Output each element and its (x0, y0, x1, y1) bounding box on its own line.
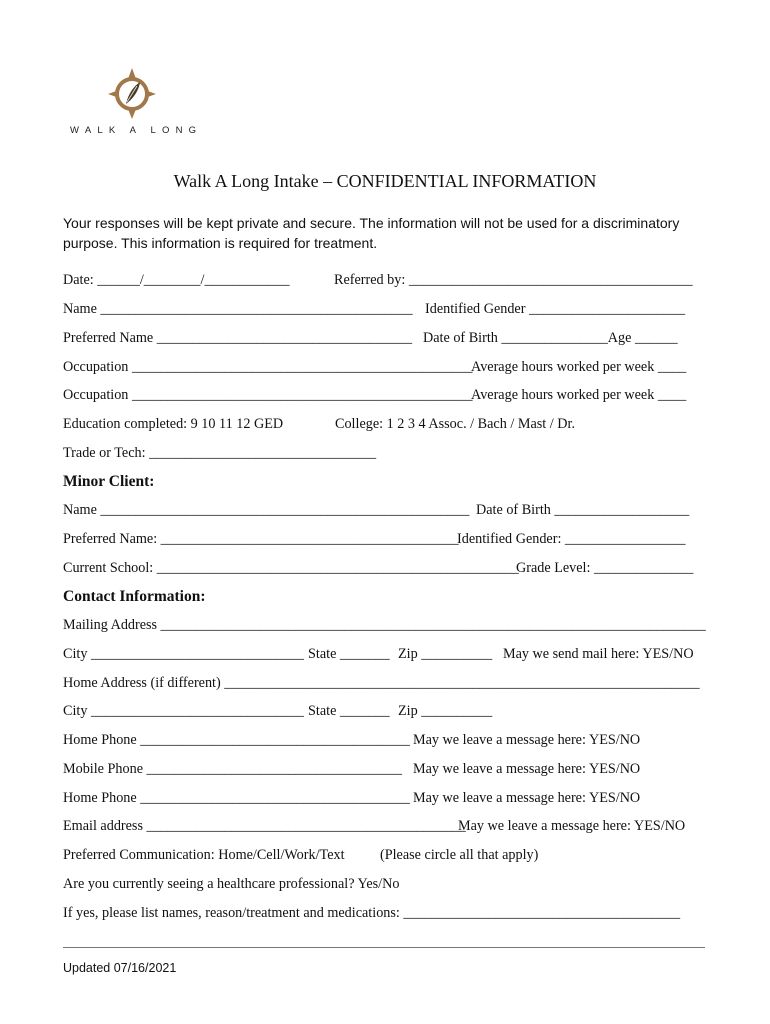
state-field-2[interactable]: State _______ (308, 703, 390, 719)
education-row (0, 416, 770, 436)
zip-field-2[interactable]: Zip __________ (398, 703, 493, 719)
minor-preferred-name-row (0, 531, 770, 551)
email-field[interactable]: Email address _____________________________________________ (63, 818, 466, 834)
city-row-2 (0, 703, 770, 723)
minor-client-heading (0, 473, 770, 493)
education-options[interactable]: Education completed: 9 10 11 12 GED (63, 416, 284, 432)
state-field-1[interactable]: State _______ (308, 646, 390, 662)
email-row (0, 818, 770, 838)
preferred-communication-options[interactable]: Preferred Communication: Home/Cell/Work/Text (63, 847, 345, 863)
send-mail-option[interactable]: May we send mail here: YES/NO (503, 646, 694, 662)
intro-paragraph (63, 214, 703, 253)
mobile-phone-field[interactable]: Mobile Phone ____________________________________ (63, 761, 402, 777)
bottom-divider (63, 947, 705, 948)
list-names-row (0, 905, 770, 925)
mobile-phone-row (0, 761, 770, 781)
minor-client-heading-text: Minor Client: (63, 473, 155, 490)
mobile-phone-message-option[interactable]: May we leave a message here: YES/NO (413, 761, 641, 777)
preferred-communication-note: (Please circle all that apply) (380, 847, 539, 863)
date-field[interactable]: Date: ______/________/____________ (63, 272, 290, 288)
name-field[interactable]: Name ____________________________________________ (63, 301, 413, 317)
trade-row (0, 445, 770, 465)
grade-level-field[interactable]: Grade Level: ______________ (516, 560, 694, 576)
college-options[interactable]: College: 1 2 3 4 Assoc. / Bach / Mast / Dr. (335, 416, 575, 432)
preferred-name-field[interactable]: Preferred Name ____________________________________ (63, 330, 413, 346)
occupation-row-1 (0, 359, 770, 379)
date-row (0, 272, 770, 292)
intro-line-1: Your responses will be kept private and secure. The information will not be used for a discriminatory (63, 215, 680, 231)
city-field-1[interactable]: City ______________________________ (63, 646, 304, 662)
home-phone-field-2[interactable]: Home Phone ______________________________________ (63, 790, 410, 806)
updated-date-footer: Updated 07/16/2021 (63, 961, 177, 975)
referred-by-field[interactable]: Referred by: ________________________________________ (334, 272, 693, 288)
occupation-row-2 (0, 387, 770, 407)
occupation-field-2[interactable]: Occupation ________________________________________________ (63, 387, 473, 403)
current-school-field[interactable]: Current School: ___________________________________________________ (63, 560, 519, 576)
walk-a-long-logo (66, 66, 203, 138)
contact-info-heading-text: Contact Information: (63, 588, 206, 605)
dob-age-field[interactable]: Date of Birth _______________Age ______ (423, 330, 678, 346)
healthcare-row (0, 876, 770, 896)
page-title: Walk A Long Intake – CONFIDENTIAL INFORMATION (173, 171, 597, 191)
intro-line-2: purpose. This information is required for treatment. (63, 234, 378, 251)
home-phone-field-1[interactable]: Home Phone ______________________________________ (63, 732, 410, 748)
home-address-row (0, 675, 770, 695)
logo-wordmark: WALK A LONG (70, 125, 203, 136)
zip-field-1[interactable]: Zip __________ (398, 646, 493, 662)
home-phone-message-option-1[interactable]: May we leave a message here: YES/NO (413, 732, 641, 748)
email-message-option[interactable]: May we leave a message here: YES/NO (458, 818, 686, 834)
home-phone-row-2 (0, 790, 770, 810)
contact-info-heading (0, 588, 770, 608)
minor-dob-field[interactable]: Date of Birth ___________________ (476, 502, 690, 518)
name-row (0, 301, 770, 321)
minor-name-row (0, 502, 770, 522)
identified-gender-field[interactable]: Identified Gender ______________________ (425, 301, 686, 317)
home-address-field[interactable]: Home Address (if different) ___________________________________________________________________ (63, 675, 700, 691)
mailing-address-row (0, 617, 770, 637)
compass-logo-icon (106, 66, 158, 120)
list-names-field[interactable]: If yes, please list names, reason/treatment and medications: _______________________________________ (63, 905, 681, 921)
city-row-1 (0, 646, 770, 666)
home-phone-message-option-2[interactable]: May we leave a message here: YES/NO (413, 790, 641, 806)
trade-field[interactable]: Trade or Tech: ________________________________ (63, 445, 377, 461)
minor-school-row (0, 560, 770, 580)
city-field-2[interactable]: City ______________________________ (63, 703, 304, 719)
preferred-communication-row (0, 847, 770, 867)
minor-preferred-name-field[interactable]: Preferred Name: __________________________________________ (63, 531, 459, 547)
minor-identified-gender-field[interactable]: Identified Gender: _________________ (457, 531, 686, 547)
home-phone-row-1 (0, 732, 770, 752)
occupation-field-1[interactable]: Occupation ________________________________________________ (63, 359, 473, 375)
healthcare-question[interactable]: Are you currently seeing a healthcare professional? Yes/No (63, 876, 400, 892)
minor-name-field[interactable]: Name ____________________________________________________ (63, 502, 470, 518)
avg-hours-field-1[interactable]: Average hours worked per week ____ (471, 359, 687, 375)
avg-hours-field-2[interactable]: Average hours worked per week ____ (471, 387, 687, 403)
mailing-address-field[interactable]: Mailing Address _____________________________________________________________________________ (63, 617, 706, 633)
preferred-name-row (0, 330, 770, 350)
